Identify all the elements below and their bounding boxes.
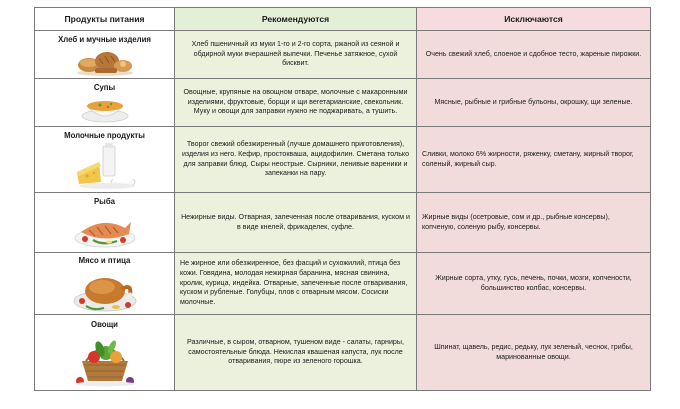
- soup-icon: [80, 94, 130, 124]
- bread-icon: [75, 46, 135, 76]
- product-name: Молочные продукты: [64, 130, 145, 140]
- excluded-cell: [417, 193, 651, 253]
- excluded-text: Мясные, рыбные и грибные бульоны, окрошку, щи зеленые.: [434, 97, 633, 106]
- fish-icon: [73, 208, 137, 250]
- roast-chicken-icon: [72, 267, 138, 313]
- excluded-text: Жирные виды (осетровые, сом и др., рыбные консервы), копченую, соленую рыбу, консервы.: [422, 212, 610, 231]
- recommended-cell: [175, 31, 417, 79]
- vegetables-icon: [72, 331, 138, 387]
- recommended-cell: [175, 127, 417, 193]
- excluded-text: Сливки, молоко 6% жирности, ряженку, сметану, жирный творог, соленый, жирный сыр.: [422, 149, 634, 168]
- product-name: Супы: [93, 82, 116, 92]
- diet-table: [34, 7, 651, 391]
- recommended-cell: [175, 193, 417, 253]
- product-name: Хлеб и мучные изделия: [58, 34, 151, 44]
- recommended-cell: [175, 315, 417, 391]
- product-cell: [35, 31, 175, 79]
- excluded-text: Очень свежий хлеб, слоеное и сдобное тесто, жареные пирожки.: [425, 49, 642, 58]
- header-recommended: Рекомендуются: [175, 8, 417, 31]
- header-products: Продукты питания: [35, 8, 175, 31]
- header-excluded: Исключаются: [417, 8, 651, 31]
- excluded-text: Жирные сорта, утку, гусь, печень, почки, мозги, копчености, большинство колбас, консервы.: [435, 273, 632, 292]
- product-name: Рыба: [93, 196, 115, 206]
- excluded-cell: [417, 31, 651, 79]
- recommended-text: Овощные, крупяные на овощном отваре, молочные с макаронными изделиями, фруктовые, борщи и щи вегетарианские, свекольник. Муку и овощи для заправки нужно не поджаривать, а тушить.: [183, 87, 408, 116]
- recommended-text: Творог свежий обезжиренный (лучше домашнего приготовления), изделия из него. Кефир, простокваша, ацидофилин. Сметана только для заправки блюд. Сыры неострые. Сырники, ленивые вареники и запеканки на пару.: [181, 139, 410, 178]
- excluded-cell: [417, 253, 651, 315]
- recommended-text: Различные, в сыром, отварном, тушеном виде - салаты, гарниры, самостоятельные блюда. Некислая квашеная капуста, лук после отваривания, пюре из зеленого горошка.: [187, 337, 404, 366]
- product-cell: [35, 193, 175, 253]
- table-row: [35, 315, 651, 391]
- product-name: Овощи: [91, 319, 118, 329]
- product-cell: [35, 253, 175, 315]
- recommended-text: Хлеб пшеничный из муки 1-го и 2-го сорта, ржаной из сеяной и обдирной муки вчерашней выпечки. Печенье затяжное, сухой бисквит.: [191, 39, 400, 68]
- product-name: Мясо и птица: [78, 255, 131, 265]
- dairy-icon: [73, 142, 137, 190]
- product-cell: [35, 127, 175, 193]
- product-cell: [35, 315, 175, 391]
- recommended-text: Не жирное или обезжиренное, без фасций и сухожилий, птица без кожи. Говядина, молодая нежирная баранина, мясная свинина, кролик, курица, индейка. Отварные, запеченные после отваривания, куском и рубленые. Голубцы, плов с отварным мясом. Сосиски молочные.: [180, 259, 408, 307]
- recommended-text: Нежирные виды. Отварная, запеченная после отваривания, куском и в виде кнелей, фрикаделек, суфле.: [181, 212, 410, 231]
- table-row: [35, 193, 651, 253]
- excluded-cell: [417, 127, 651, 193]
- table-row: [35, 79, 651, 127]
- table-row: [35, 253, 651, 315]
- table-row: [35, 31, 651, 79]
- product-cell: [35, 79, 175, 127]
- recommended-cell: [175, 79, 417, 127]
- excluded-cell: [417, 79, 651, 127]
- recommended-cell: [175, 253, 417, 315]
- excluded-cell: [417, 315, 651, 391]
- table-row: [35, 127, 651, 193]
- excluded-text: Шпинат, щавель, редис, редьку, лук зеленый, чеснок, грибы, маринованные овощи.: [434, 342, 633, 361]
- header-row: [35, 8, 651, 31]
